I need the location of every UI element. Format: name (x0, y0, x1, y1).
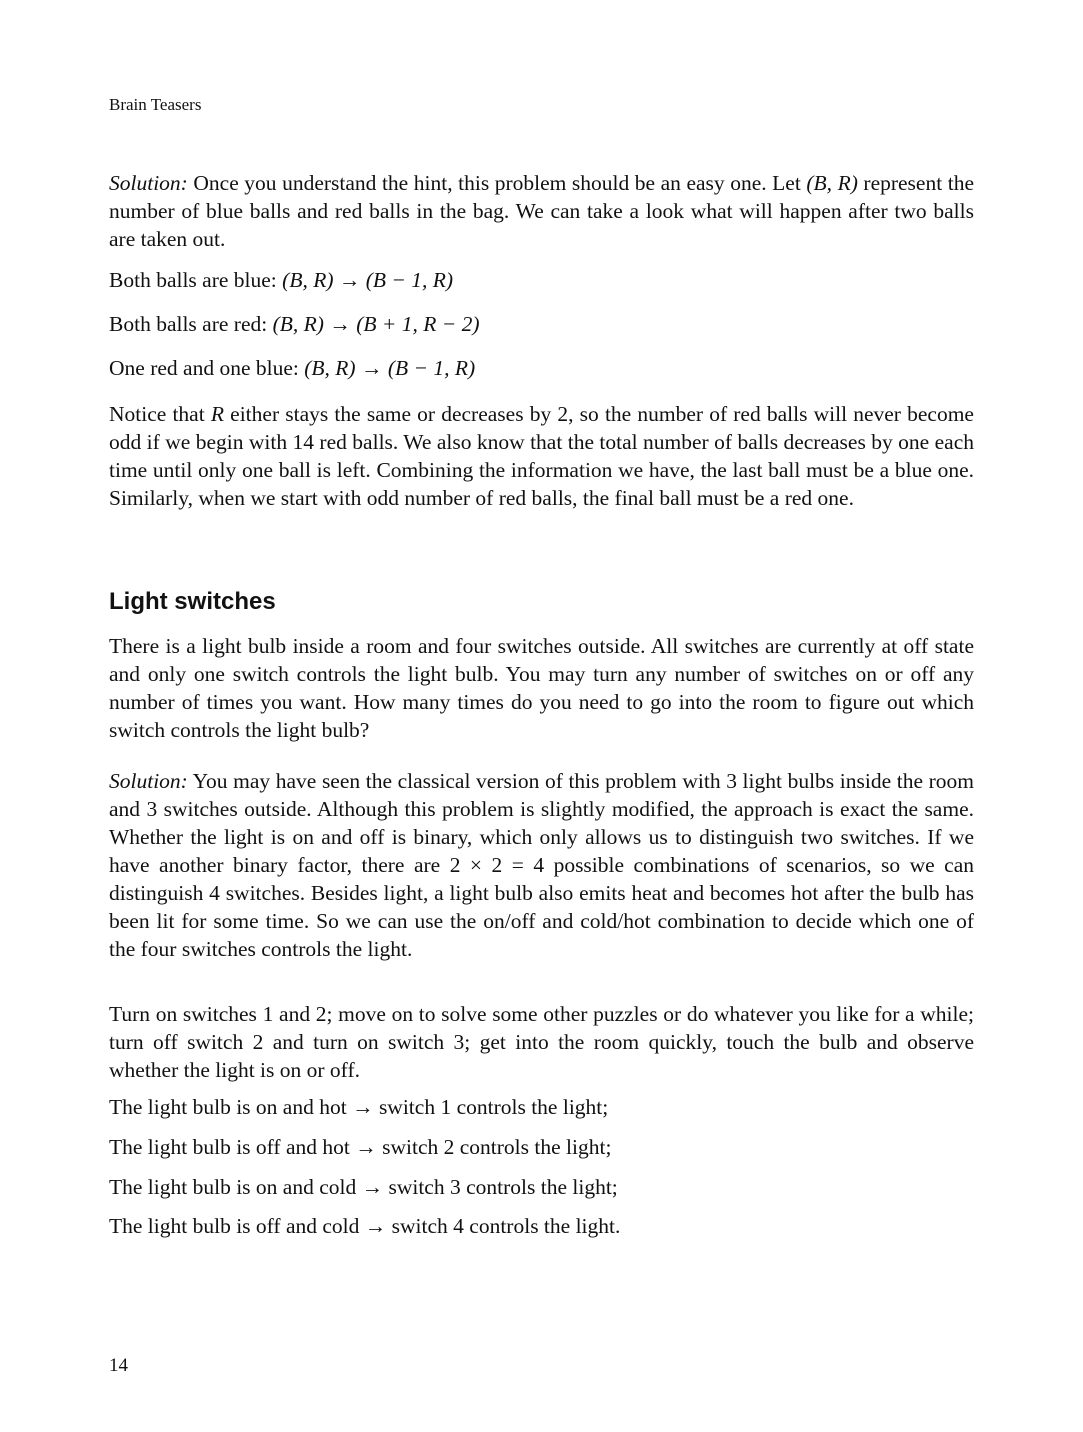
arrow-icon: → (329, 312, 351, 336)
case-from: (B, R) (272, 312, 324, 336)
outcome-result: switch 2 controls the light; (382, 1135, 612, 1159)
case-both-red (109, 312, 480, 337)
notice-post: either stays the same or decreases by 2, so the number of red balls will never become odd if we begin with 14 red balls. We also know that the total number of balls decreases by one each time until only one ball is left. Combining the information we have, the last ball must be a blue one. Similarly, when we start with odd number of red balls, the final ball must be a red one. (109, 402, 974, 510)
arrow-icon: → (338, 268, 361, 292)
case-to: (B − 1, R) (365, 268, 454, 292)
section-title: Light switches (109, 588, 276, 615)
notice-var: R (210, 402, 224, 426)
solution-paragraph-switches (109, 767, 974, 963)
case-label: Both balls are blue: (109, 268, 277, 292)
arrow-icon: → (352, 1095, 374, 1119)
arrow-icon: → (364, 1214, 387, 1238)
page-number: 14 (109, 1355, 128, 1376)
procedure-paragraph: Turn on switches 1 and 2; move on to solve some other puzzles or do whatever you like for a while; turn off switch 2 and turn on switch 3; get into the room quickly, touch the bulb and observe whether the light is on or off. (109, 1002, 974, 1082)
arrow-icon: → (355, 1135, 377, 1159)
case-label: One red and one blue: (109, 356, 299, 380)
outcome-state: The light bulb is off and hot (109, 1135, 350, 1159)
case-to: (B + 1, R − 2) (356, 312, 480, 336)
solution-paragraph-balls (109, 169, 974, 253)
outcome-line (109, 1214, 620, 1239)
case-both-blue (109, 268, 453, 293)
problem-paragraph: There is a light bulb inside a room and four switches outside. All switches are currently at off state and only one switch controls the light bulb. You may turn any number of switches on or off any number of times you want. How many times do you need to go into the room to figure out which switch controls the light bulb? (109, 634, 974, 742)
case-to: (B − 1, R) (387, 356, 476, 380)
solution-label: Solution: (109, 769, 188, 793)
notice-pre: Notice that (109, 402, 205, 426)
outcome-state: The light bulb is on and cold (109, 1175, 357, 1199)
arrow-icon: → (361, 1175, 384, 1199)
case-mixed (109, 356, 475, 381)
outcome-result: switch 3 controls the light; (388, 1175, 618, 1199)
running-header: Brain Teasers (109, 95, 202, 114)
solution-rest: represent the number of blue balls and red balls in the bag. We can take a look what will happen after two balls are taken out. (109, 171, 974, 251)
outcome-state: The light bulb is on and hot (109, 1095, 347, 1119)
outcome-line (109, 1095, 608, 1120)
case-from: (B, R) (304, 356, 356, 380)
solution-part2: possible combinations of scenarios, so we can distinguish 4 switches. Besides light, a light bulb also emits heat and becomes hot after the bulb has been lit for some time. So we can use the on/off and cold/hot combination to decide which one of the four switches controls the light. (109, 853, 975, 961)
outcome-result: switch 4 controls the light. (391, 1214, 621, 1238)
notice-paragraph (109, 400, 974, 512)
outcome-line (109, 1175, 618, 1200)
arrow-icon: → (360, 356, 383, 380)
outcome-result: switch 1 controls the light; (378, 1095, 609, 1119)
pair-notation: (B, R) (806, 171, 858, 195)
solution-part1: You may have seen the classical version of this problem with 3 light bulbs inside the room and 3 switches outside. Although this problem is slightly modified, the approach is exact the same. Whether the light is on and off is binary, which only allows us to distinguish two switches. If we have another binary factor, there are (109, 769, 974, 877)
math-expression: 2 × 2 = 4 (449, 853, 545, 877)
outcome-state: The light bulb is off and cold (109, 1214, 360, 1238)
outcome-line (109, 1135, 611, 1160)
solution-intro: Once you understand the hint, this problem should be an easy one. Let (193, 171, 801, 195)
case-label: Both balls are red: (109, 312, 268, 336)
case-from: (B, R) (282, 268, 334, 292)
solution-label: Solution: (109, 171, 188, 195)
